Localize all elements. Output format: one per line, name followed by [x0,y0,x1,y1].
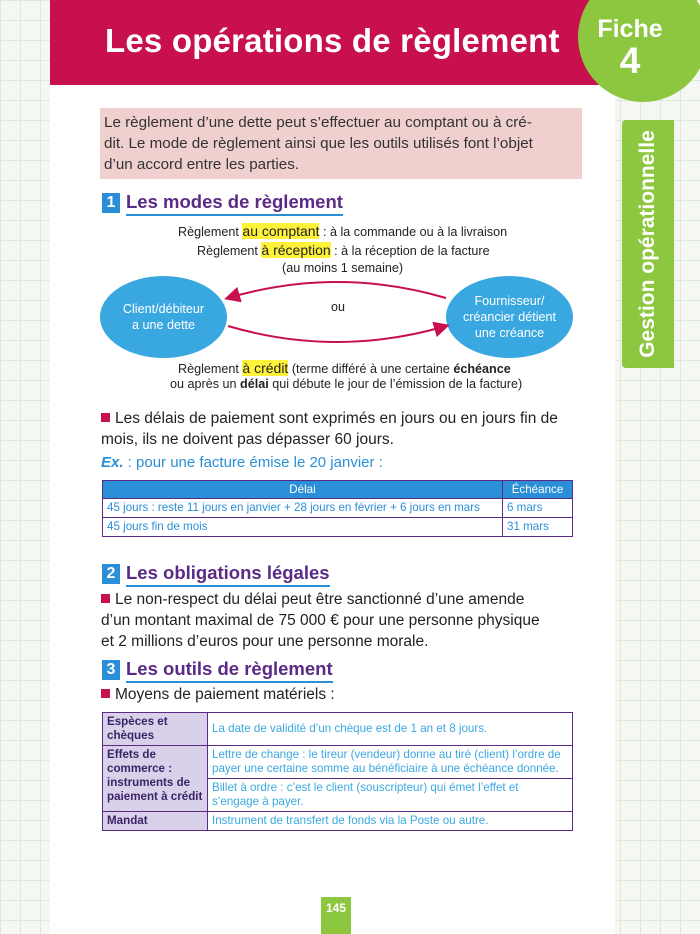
table-outils [102,712,573,831]
table-row [103,499,573,518]
table-cell: Instrument de transfert de fonds via la Poste ou autre. [208,812,573,831]
table-cell: 45 jours : reste 11 jours en janvier + 28 jours en février + 6 jours en mars [103,499,503,518]
paragraph-moyens: Moyens de paiement matériels : [101,684,575,705]
fiche-label: Fiche [597,15,663,43]
table-header-delai: Délai [103,481,503,499]
diagram-ou: ou [331,300,346,314]
section-number: 2 [102,564,120,584]
section-number: 3 [102,660,120,680]
table-row [103,812,573,831]
paragraph-delais: Les délais de paiement sont exprimés en jours ou en jours fin de mois, ils ne doivent pas dépasser 60 jours. [101,410,558,448]
arrow-to-fournisseur [228,326,446,342]
table-cell: 45 jours fin de mois [103,518,503,537]
table-header-echeance: Échéance [503,481,573,499]
intro-line: Le règlement d’une dette peut s’effectuer au comptant ou à cré- [104,114,532,131]
side-tab-label: Gestion opérationnelle [636,130,659,358]
bullet-square-icon [101,413,110,422]
table-row [103,713,573,746]
section-title: Les outils de règlement [126,658,333,683]
intro-line: dit. Le mode de règlement ainsi que les outils utilisés font l’objet [104,135,533,152]
bubble-fournisseur: Fournisseur/ créancier détient une créance [446,276,573,358]
header-band [50,0,615,85]
table-row-header: Effets de commerce : instruments de paiement à crédit [103,746,208,812]
section-number: 1 [102,193,120,213]
diagram-line-credit: Règlement à crédit (terme différé à une certaine échéance [178,360,511,376]
example-line: Ex. : pour une facture émise le 20 janvier : [101,454,383,471]
diagram-line-comptant: Règlement au comptant : à la commande ou à la livraison [178,223,508,239]
highlight-reception: à réception [261,242,331,258]
table-header-row [103,481,573,499]
diagram-arrows [222,278,452,358]
side-tab [622,120,674,368]
bullet-square-icon [101,594,110,603]
table-cell: La date de validité d’un chèque est de 1 an et 8 jours. [208,713,573,746]
intro-box [100,108,582,179]
page-title: Les opérations de règlement [105,22,560,59]
section-title: Les obligations légales [126,562,330,587]
diagram-line-delay: (au moins 1 semaine) [282,261,404,275]
table-row [103,746,573,779]
highlight-comptant: au comptant [242,223,320,239]
table-row-header: Espèces et chèques [103,713,208,746]
bubble-client: Client/débiteur a une dette [100,276,227,358]
table-row [103,518,573,537]
bullet-square-icon [101,689,110,698]
highlight-credit: à crédit [242,360,289,376]
section-title: Les modes de règlement [126,191,343,216]
arrow-to-client [228,282,446,298]
diagram-line-reception: Règlement à réception : à la réception de la facture [197,242,490,258]
intro-line: d’un accord entre les parties. [104,156,300,173]
table-cell: Lettre de change : le tireur (vendeur) donne au tiré (client) l’ordre de payer une certaine somme au bénéficiaire à une échéance donnée. [208,746,573,779]
table-cell: 6 mars [503,499,573,518]
table-cell: Billet à ordre : c’est le client (souscripteur) qui émet l’effet et s’engage à payer. [208,779,573,812]
table-delais [102,480,573,537]
paragraph-obligations: Le non-respect du délai peut être sanctionné d’une amende d’un montant maximal de 75 000 € pour une personne physique et 2 millions d’euros pour une personne morale. [101,591,540,650]
page-number: 145 [321,897,351,934]
table-cell: 31 mars [503,518,573,537]
table-row-header: Mandat [103,812,208,831]
diagram-line-delai: ou après un délai qui débute le jour de l’émission de la facture) [170,377,523,391]
fiche-number: 4 [619,40,641,81]
